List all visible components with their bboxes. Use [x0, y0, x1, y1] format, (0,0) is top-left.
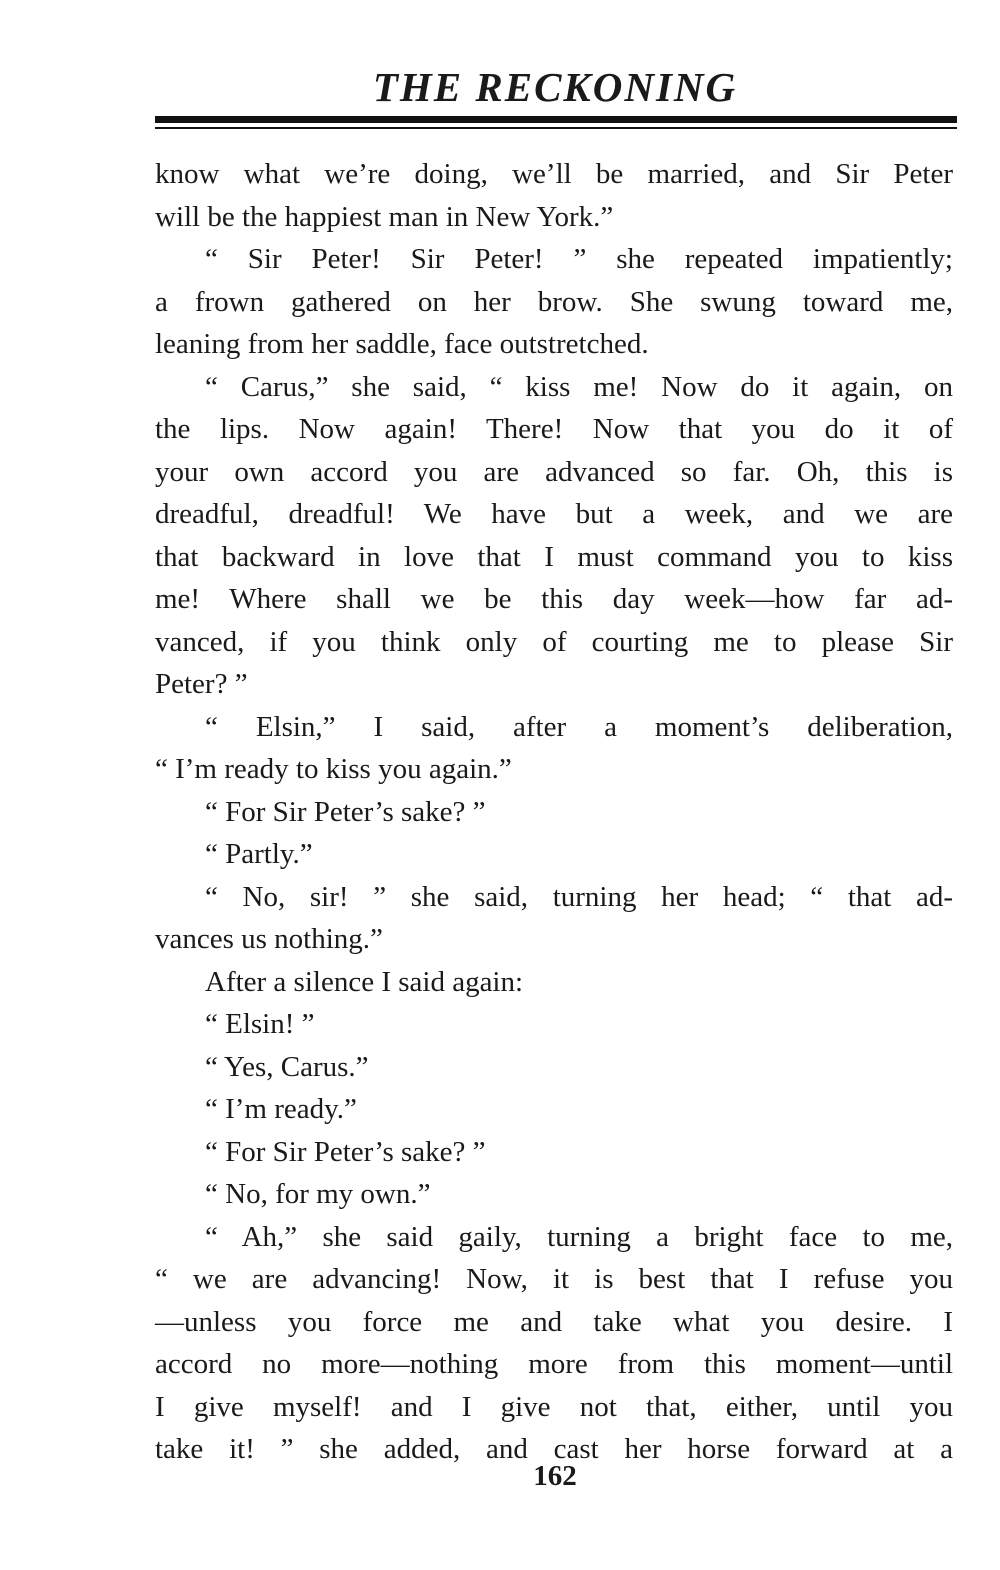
text-line: that backward in love that I must command you to kiss: [155, 540, 953, 573]
text-line: “ Partly.”: [205, 838, 313, 870]
text-line: “ For Sir Peter’s sake? ”: [205, 1135, 486, 1168]
text-line: vances us nothing.”: [155, 923, 383, 955]
running-head: THE RECKONING: [372, 64, 738, 110]
text-line: accord no more—nothing more from this moment—until: [155, 1348, 953, 1380]
text-line: “ Carus,” she said, “ kiss me! Now do it again, on: [205, 370, 953, 403]
text-line: After a silence I said again:: [205, 965, 524, 998]
body-text: [155, 153, 953, 1471]
text-line: “ we are advancing! Now, it is best that I refuse you: [155, 1263, 953, 1295]
text-line: “ No, for my own.”: [205, 1178, 431, 1210]
header-rule-thin: [155, 127, 957, 129]
text-line: “ No, sir! ” she said, turning her head; “ that ad-: [205, 880, 953, 913]
text-line: “ For Sir Peter’s sake? ”: [205, 795, 486, 828]
header-rule-thick: [155, 116, 957, 123]
text-line: leaning from her saddle, face outstretched.: [155, 328, 649, 360]
text-line: me! Where shall we be this day week—how far ad-: [155, 583, 953, 615]
text-line: vanced, if you think only of courting me to please Sir: [155, 625, 953, 658]
text-line: dreadful, dreadful! We have but a week, and we are: [155, 498, 953, 530]
text-line: “ I’m ready.”: [205, 1093, 357, 1125]
page-number: 162: [533, 1460, 577, 1492]
text-line: “ I’m ready to kiss you again.”: [155, 753, 512, 785]
text-line: “ Ah,” she said gaily, turning a bright face to me,: [205, 1220, 953, 1253]
text-line: “ Elsin,” I said, after a moment’s deliberation,: [205, 710, 953, 743]
text-line: a frown gathered on her brow. She swung toward me,: [155, 285, 953, 318]
text-line: Peter? ”: [155, 668, 248, 700]
text-line: “ Yes, Carus.”: [205, 1050, 369, 1083]
text-line: know what we’re doing, we’ll be married, and Sir Peter: [155, 158, 953, 190]
text-line: will be the happiest man in New York.”: [155, 200, 614, 233]
text-line: the lips. Now again! There! Now that you do it of: [155, 413, 953, 445]
text-line: —unless you force me and take what you desire. I: [155, 1305, 953, 1338]
text-line: “ Elsin! ”: [205, 1008, 315, 1040]
text-line: take it! ” she added, and cast her horse forward at a: [155, 1433, 953, 1465]
text-line: your own accord you are advanced so far. Oh, this is: [155, 455, 953, 488]
text-line: “ Sir Peter! Sir Peter! ” she repeated impatiently;: [205, 243, 953, 275]
text-line: I give myself! and I give not that, either, until you: [155, 1390, 953, 1423]
